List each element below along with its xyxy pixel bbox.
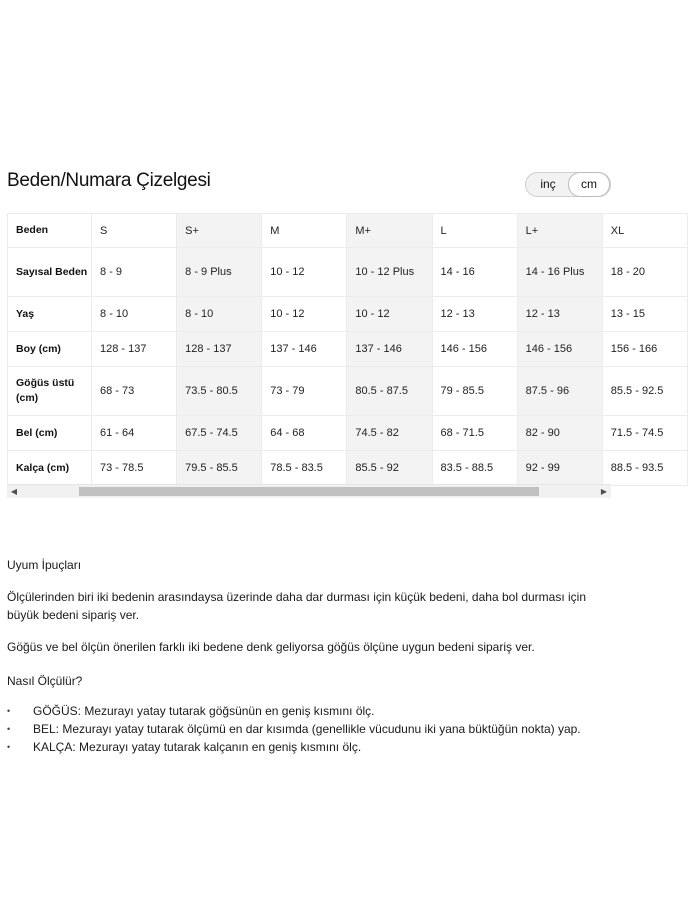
table-cell: 8 - 9 Plus <box>177 248 262 297</box>
table-cell: 10 - 12 <box>262 297 347 332</box>
table-cell: 92 - 99 <box>517 451 602 486</box>
table-cell: 68 - 73 <box>92 367 177 416</box>
table-row <box>8 332 688 367</box>
table-cell: 137 - 146 <box>347 332 432 367</box>
row-label: Boy (cm) <box>8 332 92 367</box>
scroll-right-icon[interactable]: ▶ <box>600 487 608 496</box>
size-chart-table <box>7 213 688 486</box>
table-cell: 18 - 20 <box>602 248 687 297</box>
list-item <box>7 738 607 756</box>
bullet-icon: • <box>7 742 11 752</box>
table-header-label: Beden <box>8 214 92 248</box>
fit-tip-paragraph-2: Göğüs ve bel ölçün önerilen farklı iki bedene denk geliyorsa göğüs ölçüne uygun bedeni sipariş ver. <box>7 640 535 654</box>
row-label: Yaş <box>8 297 92 332</box>
size-header-l: L <box>432 214 517 248</box>
table-cell: 79.5 - 85.5 <box>177 451 262 486</box>
table-cell: 8 - 9 <box>92 248 177 297</box>
list-item-text: KALÇA: Mezurayı yatay tutarak kalçanın en geniş kısmını ölç. <box>33 740 362 754</box>
table-cell: 128 - 137 <box>92 332 177 367</box>
scroll-left-icon[interactable]: ◀ <box>10 487 18 496</box>
table-cell: 78.5 - 83.5 <box>262 451 347 486</box>
fit-tips-heading: Uyum İpuçları <box>7 558 82 572</box>
table-cell: 80.5 - 87.5 <box>347 367 432 416</box>
size-header-m-plus: M+ <box>347 214 432 248</box>
table-cell: 146 - 156 <box>432 332 517 367</box>
size-header-s: S <box>92 214 177 248</box>
table-cell: 73 - 78.5 <box>92 451 177 486</box>
table-cell: 10 - 12 Plus <box>347 248 432 297</box>
table-cell: 156 - 166 <box>602 332 687 367</box>
table-cell: 13 - 15 <box>602 297 687 332</box>
horizontal-scrollbar[interactable] <box>7 484 611 498</box>
table-cell: 73.5 - 80.5 <box>177 367 262 416</box>
table-cell: 10 - 12 <box>347 297 432 332</box>
table-cell: 8 - 10 <box>92 297 177 332</box>
table-cell: 85.5 - 92 <box>347 451 432 486</box>
list-item <box>7 702 607 720</box>
table-cell: 61 - 64 <box>92 416 177 451</box>
table-row <box>8 248 688 297</box>
table-row <box>8 416 688 451</box>
list-item-text: GÖĞÜS: Mezurayı yatay tutarak göğsünün en geniş kısmını ölç. <box>33 704 375 718</box>
table-cell: 67.5 - 74.5 <box>177 416 262 451</box>
table-header-row <box>8 214 688 248</box>
measure-instructions-list <box>7 702 607 756</box>
table-row <box>8 367 688 416</box>
list-item-text: BEL: Mezurayı yatay tutarak ölçümü en dar kısımda (genellikle vücudunu iki yana büktüğün nokta) yap. <box>33 722 581 736</box>
table-row <box>8 297 688 332</box>
list-item <box>7 720 607 738</box>
size-chart-table-container[interactable] <box>7 213 664 498</box>
bullet-icon: • <box>7 706 11 716</box>
table-cell: 8 - 10 <box>177 297 262 332</box>
table-cell: 14 - 16 <box>432 248 517 297</box>
row-label: Bel (cm) <box>8 416 92 451</box>
row-label: Göğüs üstü (cm) <box>8 367 92 416</box>
unit-toggle[interactable] <box>525 172 611 197</box>
table-cell: 137 - 146 <box>262 332 347 367</box>
unit-option-cm[interactable]: cm <box>568 172 610 197</box>
table-cell: 83.5 - 88.5 <box>432 451 517 486</box>
table-cell: 87.5 - 96 <box>517 367 602 416</box>
table-cell: 68 - 71.5 <box>432 416 517 451</box>
table-cell: 88.5 - 93.5 <box>602 451 687 486</box>
table-cell: 64 - 68 <box>262 416 347 451</box>
row-label: Sayısal Beden <box>8 248 92 297</box>
table-cell: 71.5 - 74.5 <box>602 416 687 451</box>
table-cell: 79 - 85.5 <box>432 367 517 416</box>
size-header-s-plus: S+ <box>177 214 262 248</box>
page-title: Beden/Numara Çizelgesi <box>7 170 211 191</box>
table-cell: 12 - 13 <box>517 297 602 332</box>
table-cell: 128 - 137 <box>177 332 262 367</box>
unit-option-inch[interactable]: inç <box>540 177 556 191</box>
size-header-xl: XL <box>602 214 687 248</box>
row-label: Kalça (cm) <box>8 451 92 486</box>
table-row <box>8 451 688 486</box>
table-cell: 73 - 79 <box>262 367 347 416</box>
bullet-icon: • <box>7 724 11 734</box>
fit-tip-paragraph-1: Ölçülerinden biri iki bedenin arasındaysa üzerinde daha dar durması için küçük bedeni, daha bol durması için büyük bedeni sipariş ver. <box>7 590 586 622</box>
scrollbar-thumb[interactable] <box>79 487 539 496</box>
how-to-measure-heading: Nasıl Ölçülür? <box>7 674 83 688</box>
size-header-m: M <box>262 214 347 248</box>
table-cell: 14 - 16 Plus <box>517 248 602 297</box>
size-header-l-plus: L+ <box>517 214 602 248</box>
table-cell: 82 - 90 <box>517 416 602 451</box>
table-cell: 10 - 12 <box>262 248 347 297</box>
table-cell: 12 - 13 <box>432 297 517 332</box>
table-cell: 85.5 - 92.5 <box>602 367 687 416</box>
table-cell: 146 - 156 <box>517 332 602 367</box>
table-cell: 74.5 - 82 <box>347 416 432 451</box>
